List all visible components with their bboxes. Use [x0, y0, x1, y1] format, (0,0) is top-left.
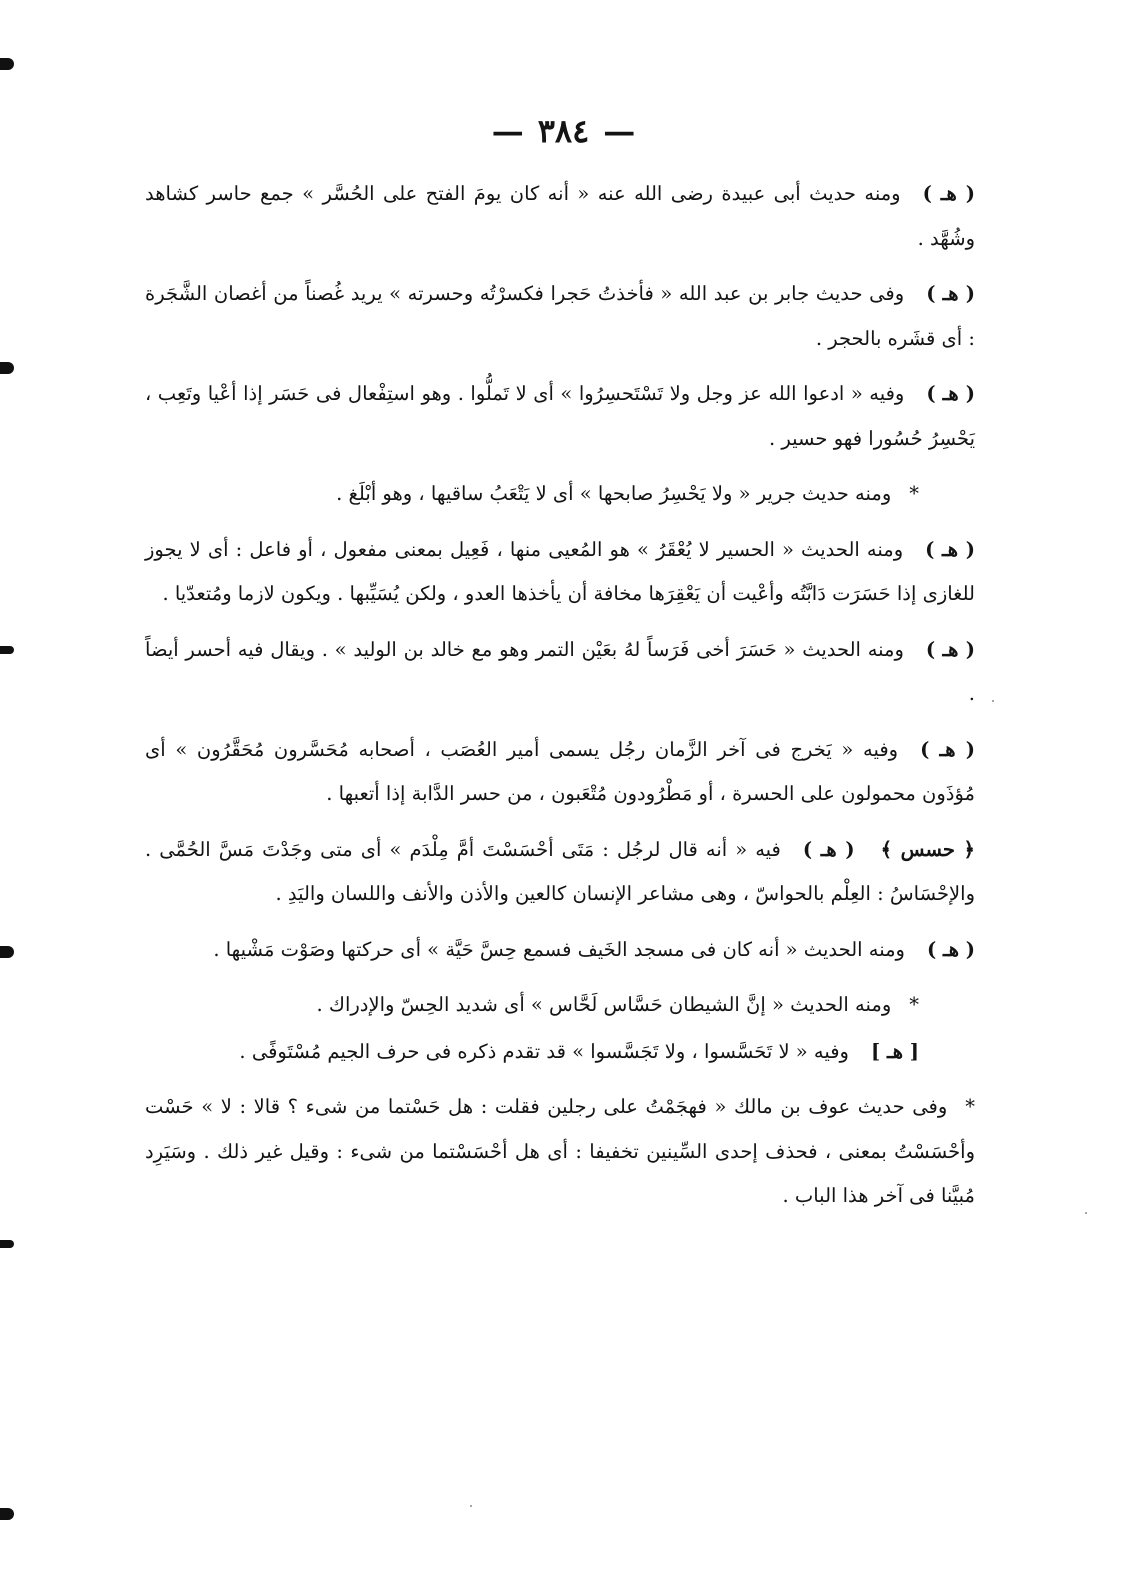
paragraph-marker: [ هـ ]: [870, 1039, 919, 1063]
paragraph-text: فيه « أنه قال لرجُل : مَتَى أحْسَسْتَ أمَّ مِلْدَم » أى متى وجَدْتَ مَسَّ الحُمَّى . والإحْسَاسُ : العِلْم بالحواسّ ، وهى مشاعر الإنسان كالعين والأذن والأنف واللسان واليَدِ .: [145, 837, 975, 905]
paragraph: [145, 528, 975, 617]
scan-edge-mark: [0, 1508, 14, 1520]
entry-heading: ﴿ حسس ﴾: [880, 837, 975, 861]
page-number: [0, 112, 1127, 150]
page-number-dash: —: [491, 112, 524, 150]
entry-paragraph: [145, 828, 975, 917]
paragraph-marker: ( هـ ): [926, 382, 975, 405]
paragraph-text: وفيه « ادعوا الله عز وجل ولا تَسْتَحسِرُوا » أى لا تَملُّوا . وهو استِفْعال فى حَسَر إذا أعْيا وتَعِب ، يَحْسِرُ حُسُورا فهو حسير .: [145, 382, 975, 450]
page-number-value: ٣٨٤: [537, 112, 590, 150]
scan-edge-mark: [0, 646, 14, 654]
paragraph: [145, 1085, 975, 1219]
paragraph-marker: ( هـ ): [922, 182, 975, 205]
paragraph-text: ومنه حديث أبى عبيدة رضى الله عنه « أنه كان يومَ الفتح على الحُسَّر » جمع حاسر كشاهد وشُهَّد .: [145, 182, 975, 250]
scan-edge-mark: [0, 1240, 14, 1248]
paragraph-marker: ( هـ ): [925, 537, 975, 561]
paragraph-marker: ( هـ ): [925, 637, 975, 661]
paragraph-text: وفى حديث جابر بن عبد الله « فأخذتُ حَجرا فكسرْتُه وحسرته » يريد غُصناً من أغصان الشَّجَرة : أى قشَره بالحجر .: [145, 282, 975, 350]
paragraph-marker: ( هـ ): [926, 282, 975, 305]
paragraph-text: ومنه الحديث « إنَّ الشيطان حَسَّاس لَحَّاس » أى شديد الحِسّ والإدراك .: [316, 993, 892, 1016]
paragraph: [145, 628, 975, 717]
paragraph: [145, 372, 975, 461]
paragraph-text: ومنه حديث جرير « ولا يَحْسِرُ صابحها » أى لا يَتْعَبُ ساقيها ، وهو أبْلَغ .: [336, 482, 892, 505]
paragraph-marker: ( هـ ): [926, 937, 975, 961]
paragraph-text: وفيه « لا تَحَسَّسوا ، ولا تَجَسَّسوا » قد تقدم ذكره فى حرف الجيم مُسْتَوفًى .: [239, 1039, 849, 1063]
main-text: [145, 172, 975, 1230]
scan-speck: [992, 700, 994, 702]
paragraph-marker: ( هـ ): [802, 837, 855, 861]
paragraph: [145, 928, 975, 973]
scan-speck: [1085, 1212, 1087, 1214]
paragraph-text: وفيه « يَخرج فى آخر الزَّمان رجُل يسمى أمير العُصَب ، أصحابه مُحَسَّرون مُحَقَّرُون » أى مُؤذَون محمولون على الحسرة ، أو مَطْرُودون مُتْعَبون ، من حسر الدَّابة إذا أتعبها .: [145, 737, 975, 805]
paragraph: [145, 272, 975, 361]
page-number-dash: —: [603, 112, 636, 150]
scan-edge-mark: [0, 58, 14, 70]
paragraph-marker: ( هـ ): [920, 737, 975, 761]
paragraph: [145, 472, 975, 517]
star-marker: *: [965, 1095, 975, 1118]
star-marker: *: [909, 993, 919, 1016]
scan-edge-mark: [0, 362, 14, 374]
paragraph-text: وفى حديث عوف بن مالك « فهجَمْتُ على رجلين فقلت : هل حَسْتما من شىء ؟ قالا : لا » حَسْت وأحْسَسْتُ بمعنى ، فحذف إحدى السِّينين تخفيفا : أى هل أحْسَسْتما من شىء : وقيل غير ذلك . وسَيَرِد مُبيَّنا فى آخر هذا الباب .: [145, 1095, 975, 1207]
paragraph-text: ومنه الحديث « أنه كان فى مسجد الخَيف فسمع حِسَّ حَيَّة » أى حركتها وصَوْت مَشْيها .: [213, 937, 905, 961]
paragraph: [145, 983, 975, 1028]
scan-speck: [470, 1505, 472, 1507]
scan-edge-mark: [0, 946, 14, 958]
paragraph: [145, 172, 975, 261]
paragraph: [145, 1030, 975, 1075]
paragraph: [145, 728, 975, 817]
paragraph-text: ومنه الحديث « حَسَرَ أخى فَرَساً لهُ بعَيْن التمر وهو مع خالد بن الوليد » . ويقال فيه أحسر أيضاً .: [145, 637, 975, 705]
star-marker: *: [909, 482, 919, 505]
paragraph-text: ومنه الحديث « الحسير لا يُعْقَرُ » هو المُعيى منها ، فَعِيل بمعنى مفعول ، أو فاعل : أى لا يجوز للغازى إذا حَسَرَت دَابَّتُه وأعْيت أن يَعْقِرَها مخافة أن يأخذها العدو ، ولكن يُسَيِّبها . ويكون لازما ومُتعدّيا .: [145, 537, 975, 605]
